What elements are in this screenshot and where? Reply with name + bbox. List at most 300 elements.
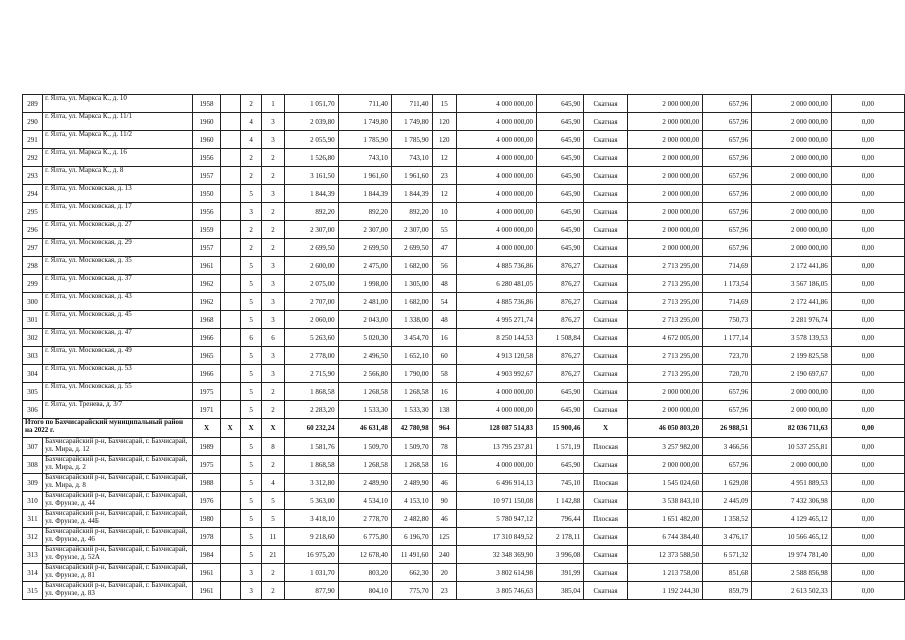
cell-f: 645,90: [536, 221, 583, 239]
cell-g: 2 713 295,00: [627, 347, 702, 365]
cell-c: 1 268,58: [391, 383, 432, 401]
cell-c: 2 489,90: [391, 474, 432, 492]
cell-ent: 2: [262, 582, 284, 600]
cell-g: 2 000 000,00: [627, 221, 702, 239]
cell-g: 2 000 000,00: [627, 95, 702, 113]
cell-j: 0,00: [831, 275, 904, 293]
cell-floors: X: [240, 419, 262, 438]
cell-addr: Бахчисарайский р-н, Бахчисарай, г. Бахчисарай, ул. Мира, д. 2: [43, 456, 193, 474]
cell-roof: Скатная: [584, 239, 627, 257]
cell-h: 859,79: [703, 582, 752, 600]
cell-addr: г. Ялта, ул. Московская, д. 27: [43, 221, 193, 239]
cell-c: 1 652,10: [391, 347, 432, 365]
cell-g: 2 000 000,00: [627, 149, 702, 167]
cell-roof: X: [584, 419, 627, 438]
cell-j: 0,00: [831, 582, 904, 600]
cell-h: 657,96: [703, 167, 752, 185]
cell-i: 2 000 000,00: [752, 456, 832, 474]
cell-f: 876,27: [536, 293, 583, 311]
cell-j: 0,00: [831, 438, 904, 456]
cell-e: 4 000 000,00: [456, 239, 536, 257]
cell-ent: 3: [262, 311, 284, 329]
total-row: [23, 419, 905, 438]
cell-e: 4 000 000,00: [456, 383, 536, 401]
cell-b: 2 778,70: [338, 510, 391, 528]
cell-ent: 21: [262, 546, 284, 564]
cell-ent: 3: [262, 347, 284, 365]
cell-n: 306: [23, 401, 43, 419]
cell-g: 1 651 482,00: [627, 510, 702, 528]
cell-f: 1 571,19: [536, 438, 583, 456]
cell-h: 1 629,08: [703, 474, 752, 492]
table-row: [23, 113, 905, 131]
cell-n: 311: [23, 510, 43, 528]
cell-total-label: Итого по Бахчисарайский муниципальный район на 2022 г.: [23, 419, 193, 438]
table-row: [23, 311, 905, 329]
table-row: [23, 528, 905, 546]
cell-roof: Скатная: [584, 401, 627, 419]
cell-c: 1 682,00: [391, 257, 432, 275]
table-row: [23, 95, 905, 113]
cell-j: 0,00: [831, 347, 904, 365]
cell-a: 3 312,80: [284, 474, 338, 492]
table-row: [23, 510, 905, 528]
cell-a: 5 263,60: [284, 329, 338, 347]
cell-f: 391,99: [536, 564, 583, 582]
cell-a: 2 055,90: [284, 131, 338, 149]
cell-floors: 6: [240, 329, 262, 347]
cell-n: 294: [23, 185, 43, 203]
cell-j: 0,00: [831, 149, 904, 167]
cell-c3: [220, 492, 240, 510]
cell-ent: 2: [262, 203, 284, 221]
table-row: [23, 438, 905, 456]
cell-d: 16: [432, 456, 456, 474]
cell-c: 743,10: [391, 149, 432, 167]
cell-year: 1989: [193, 438, 220, 456]
cell-h: 720,70: [703, 365, 752, 383]
cell-j: 0,00: [831, 239, 904, 257]
cell-a: 877,90: [284, 582, 338, 600]
cell-e: 4 000 000,00: [456, 167, 536, 185]
cell-a: 3 418,10: [284, 510, 338, 528]
cell-j: 0,00: [831, 419, 904, 438]
cell-c: 1 785,90: [391, 131, 432, 149]
cell-ent: X: [262, 419, 284, 438]
cell-a: 1 844,39: [284, 185, 338, 203]
cell-floors: 5: [240, 311, 262, 329]
cell-addr: Бахчисарайский р-н, Бахчисарай, г. Бахчисарай, ул. Мира, д. 8: [43, 474, 193, 492]
cell-f: 876,27: [536, 257, 583, 275]
cell-a: 2 060,00: [284, 311, 338, 329]
cell-e: 4 885 736,86: [456, 293, 536, 311]
cell-addr: г. Ялта, ул. Московская, д. 47: [43, 329, 193, 347]
cell-g: 2 000 000,00: [627, 456, 702, 474]
cell-ent: 8: [262, 438, 284, 456]
cell-floors: 5: [240, 510, 262, 528]
cell-addr: г. Ялта, ул. Московская, д. 35: [43, 257, 193, 275]
cell-addr: г. Ялта, ул. Московская, д. 45: [43, 311, 193, 329]
cell-a: 2 075,00: [284, 275, 338, 293]
cell-c: 662,30: [391, 564, 432, 582]
cell-a: 1 031,70: [284, 564, 338, 582]
cell-c: 1 844,39: [391, 185, 432, 203]
cell-ent: 2: [262, 149, 284, 167]
cell-n: 312: [23, 528, 43, 546]
cell-a: 1 868,58: [284, 383, 338, 401]
cell-i: 2 000 000,00: [752, 95, 832, 113]
cell-f: 876,27: [536, 311, 583, 329]
cell-c3: [220, 546, 240, 564]
cell-g: 2 000 000,00: [627, 167, 702, 185]
cell-g: 2 000 000,00: [627, 383, 702, 401]
cell-b: 2 566,80: [338, 365, 391, 383]
cell-n: 310: [23, 492, 43, 510]
cell-g: 2 000 000,00: [627, 131, 702, 149]
cell-ent: 3: [262, 257, 284, 275]
cell-b: 46 631,48: [338, 419, 391, 438]
cell-h: 750,73: [703, 311, 752, 329]
cell-h: 657,96: [703, 185, 752, 203]
cell-floors: 5: [240, 257, 262, 275]
cell-n: 302: [23, 329, 43, 347]
cell-ent: 2: [262, 221, 284, 239]
cell-n: 290: [23, 113, 43, 131]
cell-h: 723,70: [703, 347, 752, 365]
cell-ent: 2: [262, 456, 284, 474]
cell-c: 2 699,50: [391, 239, 432, 257]
cell-a: 1 526,80: [284, 149, 338, 167]
cell-f: 385,04: [536, 582, 583, 600]
cell-c: 2 482,80: [391, 510, 432, 528]
cell-h: 657,96: [703, 221, 752, 239]
cell-g: 2 713 295,00: [627, 275, 702, 293]
cell-roof: Скатная: [584, 257, 627, 275]
cell-h: 6 571,32: [703, 546, 752, 564]
cell-floors: 2: [240, 95, 262, 113]
cell-f: 876,27: [536, 347, 583, 365]
cell-b: 6 775,80: [338, 528, 391, 546]
table-row: [23, 239, 905, 257]
cell-addr: г. Ялта, ул. Московская, д. 29: [43, 239, 193, 257]
cell-i: 10 566 465,12: [752, 528, 832, 546]
cell-h: 714,69: [703, 293, 752, 311]
cell-a: 2 778,00: [284, 347, 338, 365]
cell-a: 16 975,20: [284, 546, 338, 564]
cell-c3: [220, 347, 240, 365]
cell-year: 1968: [193, 311, 220, 329]
cell-floors: 4: [240, 113, 262, 131]
cell-b: 1 844,39: [338, 185, 391, 203]
cell-year: 1950: [193, 185, 220, 203]
cell-f: 645,90: [536, 239, 583, 257]
cell-d: 138: [432, 401, 456, 419]
cell-h: 657,96: [703, 149, 752, 167]
cell-i: 2 588 856,98: [752, 564, 832, 582]
cell-c3: [220, 329, 240, 347]
cell-d: 12: [432, 149, 456, 167]
cell-addr: г. Ялта, ул. Московская, д. 55: [43, 383, 193, 401]
cell-j: 0,00: [831, 546, 904, 564]
cell-year: 1961: [193, 564, 220, 582]
cell-addr: г. Ялта, ул. Московская, д. 53: [43, 365, 193, 383]
cell-i: 10 537 255,81: [752, 438, 832, 456]
cell-h: 714,69: [703, 257, 752, 275]
cell-h: 3 476,17: [703, 528, 752, 546]
cell-h: 657,96: [703, 131, 752, 149]
cell-a: 5 363,00: [284, 492, 338, 510]
table-row: [23, 582, 905, 600]
cell-roof: Скатная: [584, 221, 627, 239]
cell-ent: 2: [262, 401, 284, 419]
cell-roof: Скатная: [584, 383, 627, 401]
cell-i: 2 000 000,00: [752, 401, 832, 419]
cell-ent: 3: [262, 113, 284, 131]
table-row: [23, 474, 905, 492]
cell-d: 240: [432, 546, 456, 564]
cell-i: 2 000 000,00: [752, 185, 832, 203]
cell-n: 307: [23, 438, 43, 456]
cell-c3: [220, 438, 240, 456]
cell-n: 300: [23, 293, 43, 311]
cell-d: 54: [432, 293, 456, 311]
cell-n: 297: [23, 239, 43, 257]
cell-a: 1 051,70: [284, 95, 338, 113]
cell-n: 293: [23, 167, 43, 185]
cell-d: 58: [432, 365, 456, 383]
cell-f: 15 900,46: [536, 419, 583, 438]
cell-c3: [220, 383, 240, 401]
cell-floors: 5: [240, 438, 262, 456]
cell-c3: [220, 167, 240, 185]
cell-g: 1 545 024,60: [627, 474, 702, 492]
cell-g: 46 050 803,20: [627, 419, 702, 438]
table-row: [23, 456, 905, 474]
cell-n: 301: [23, 311, 43, 329]
cell-b: 1 961,60: [338, 167, 391, 185]
cell-e: 4 000 000,00: [456, 95, 536, 113]
cell-floors: 3: [240, 203, 262, 221]
cell-j: 0,00: [831, 203, 904, 221]
cell-i: 2 000 000,00: [752, 149, 832, 167]
cell-roof: Скатная: [584, 185, 627, 203]
cell-e: 128 087 514,83: [456, 419, 536, 438]
cell-n: 299: [23, 275, 43, 293]
table-row: [23, 167, 905, 185]
cell-e: 4 000 000,00: [456, 401, 536, 419]
cell-year: 1962: [193, 275, 220, 293]
cell-c3: [220, 113, 240, 131]
cell-f: 3 996,08: [536, 546, 583, 564]
cell-floors: 4: [240, 131, 262, 149]
cell-addr: г. Ялта, ул. Маркса К., д. 10: [43, 95, 193, 113]
cell-year: 1961: [193, 257, 220, 275]
cell-c3: [220, 401, 240, 419]
cell-n: 303: [23, 347, 43, 365]
cell-n: 295: [23, 203, 43, 221]
cell-e: 4 000 000,00: [456, 149, 536, 167]
cell-addr: г. Ялта, ул. Маркса К., д. 11/1: [43, 113, 193, 131]
cell-addr: г. Ялта, ул. Московская, д. 13: [43, 185, 193, 203]
cell-h: 657,96: [703, 239, 752, 257]
cell-d: 78: [432, 438, 456, 456]
cell-year: 1984: [193, 546, 220, 564]
cell-e: 8 250 144,53: [456, 329, 536, 347]
cell-h: 851,68: [703, 564, 752, 582]
cell-floors: 3: [240, 582, 262, 600]
cell-d: 56: [432, 257, 456, 275]
cell-n: 304: [23, 365, 43, 383]
cell-year: 1980: [193, 510, 220, 528]
cell-j: 0,00: [831, 311, 904, 329]
cell-year: 1956: [193, 149, 220, 167]
cell-h: 2 445,09: [703, 492, 752, 510]
cell-addr: г. Ялта, ул. Маркса К., д. 8: [43, 167, 193, 185]
cell-ent: 2: [262, 383, 284, 401]
cell-d: 23: [432, 167, 456, 185]
cell-f: 645,90: [536, 185, 583, 203]
cell-j: 0,00: [831, 564, 904, 582]
cell-i: 2 172 441,86: [752, 257, 832, 275]
cell-ent: 3: [262, 131, 284, 149]
cell-c3: [220, 311, 240, 329]
cell-addr: г. Ялта, ул. Московская, д. 43: [43, 293, 193, 311]
cell-b: 1 533,30: [338, 401, 391, 419]
cell-f: 1 142,88: [536, 492, 583, 510]
cell-c: 11 491,60: [391, 546, 432, 564]
cell-roof: Скатная: [584, 95, 627, 113]
cell-n: 314: [23, 564, 43, 582]
cell-b: 2 489,90: [338, 474, 391, 492]
cell-ent: 2: [262, 564, 284, 582]
cell-c: 4 153,10: [391, 492, 432, 510]
cell-floors: 5: [240, 474, 262, 492]
housing-repair-table: [22, 94, 905, 600]
cell-b: 2 475,00: [338, 257, 391, 275]
cell-roof: Скатная: [584, 131, 627, 149]
cell-roof: Скатная: [584, 347, 627, 365]
cell-f: 645,90: [536, 401, 583, 419]
cell-roof: Скатная: [584, 149, 627, 167]
cell-ent: 5: [262, 510, 284, 528]
cell-year: 1978: [193, 528, 220, 546]
cell-roof: Скатная: [584, 329, 627, 347]
cell-b: 2 699,50: [338, 239, 391, 257]
cell-a: 2 283,20: [284, 401, 338, 419]
cell-j: 0,00: [831, 401, 904, 419]
cell-b: 1 749,80: [338, 113, 391, 131]
cell-d: 47: [432, 239, 456, 257]
cell-floors: 2: [240, 239, 262, 257]
cell-roof: Скатная: [584, 564, 627, 582]
cell-j: 0,00: [831, 510, 904, 528]
table-row: [23, 492, 905, 510]
cell-j: 0,00: [831, 95, 904, 113]
cell-j: 0,00: [831, 257, 904, 275]
cell-i: 2 000 000,00: [752, 203, 832, 221]
table-row: [23, 329, 905, 347]
cell-e: 6 280 481,05: [456, 275, 536, 293]
cell-j: 0,00: [831, 221, 904, 239]
cell-d: 964: [432, 419, 456, 438]
cell-floors: 3: [240, 564, 262, 582]
cell-floors: 2: [240, 221, 262, 239]
cell-c3: [220, 474, 240, 492]
cell-f: 796,44: [536, 510, 583, 528]
table-row: [23, 203, 905, 221]
cell-b: 1 785,90: [338, 131, 391, 149]
cell-e: 5 780 947,12: [456, 510, 536, 528]
cell-c: 1 509,70: [391, 438, 432, 456]
cell-n: 289: [23, 95, 43, 113]
cell-d: 12: [432, 185, 456, 203]
cell-e: 6 496 914,13: [456, 474, 536, 492]
data-table: [22, 94, 905, 600]
cell-c3: [220, 239, 240, 257]
cell-year: 1976: [193, 492, 220, 510]
cell-c3: [220, 365, 240, 383]
cell-a: 3 161,50: [284, 167, 338, 185]
cell-roof: Плоская: [584, 438, 627, 456]
cell-ent: 3: [262, 185, 284, 203]
cell-f: 2 178,11: [536, 528, 583, 546]
cell-roof: Скатная: [584, 365, 627, 383]
cell-f: 645,90: [536, 203, 583, 221]
cell-d: 90: [432, 492, 456, 510]
cell-c: 1 268,58: [391, 456, 432, 474]
cell-roof: Скатная: [584, 167, 627, 185]
cell-g: 2 000 000,00: [627, 113, 702, 131]
cell-a: 2 600,00: [284, 257, 338, 275]
cell-year: 1975: [193, 456, 220, 474]
cell-year: 1957: [193, 239, 220, 257]
cell-c: 3 454,70: [391, 329, 432, 347]
cell-i: 19 974 781,40: [752, 546, 832, 564]
cell-h: 657,96: [703, 401, 752, 419]
cell-j: 0,00: [831, 383, 904, 401]
cell-f: 645,90: [536, 113, 583, 131]
cell-i: 2 000 000,00: [752, 167, 832, 185]
cell-f: 876,27: [536, 365, 583, 383]
cell-d: 20: [432, 564, 456, 582]
cell-g: 1 213 758,00: [627, 564, 702, 582]
cell-year: 1957: [193, 167, 220, 185]
cell-f: 645,90: [536, 383, 583, 401]
cell-roof: Скатная: [584, 311, 627, 329]
table-row: [23, 149, 905, 167]
cell-year: X: [193, 419, 220, 438]
cell-c: 892,20: [391, 203, 432, 221]
cell-i: 2 000 000,00: [752, 383, 832, 401]
cell-e: 4 903 992,67: [456, 365, 536, 383]
cell-f: 745,10: [536, 474, 583, 492]
cell-year: 1971: [193, 401, 220, 419]
table-row: [23, 293, 905, 311]
cell-addr: г. Ялта, ул. Маркса К., д. 16: [43, 149, 193, 167]
cell-c: 6 196,70: [391, 528, 432, 546]
cell-i: 4 129 465,12: [752, 510, 832, 528]
cell-floors: 5: [240, 546, 262, 564]
table-row: [23, 221, 905, 239]
cell-ent: 3: [262, 365, 284, 383]
cell-i: 2 281 976,74: [752, 311, 832, 329]
cell-i: 2 000 000,00: [752, 239, 832, 257]
cell-b: 4 534,10: [338, 492, 391, 510]
cell-i: 4 951 889,53: [752, 474, 832, 492]
cell-i: 2 199 825,58: [752, 347, 832, 365]
cell-roof: Скатная: [584, 203, 627, 221]
cell-addr: Бахчисарайский р-н, Бахчисарай, г. Бахчисарай, ул. Фрунзе, д. 52А: [43, 546, 193, 564]
